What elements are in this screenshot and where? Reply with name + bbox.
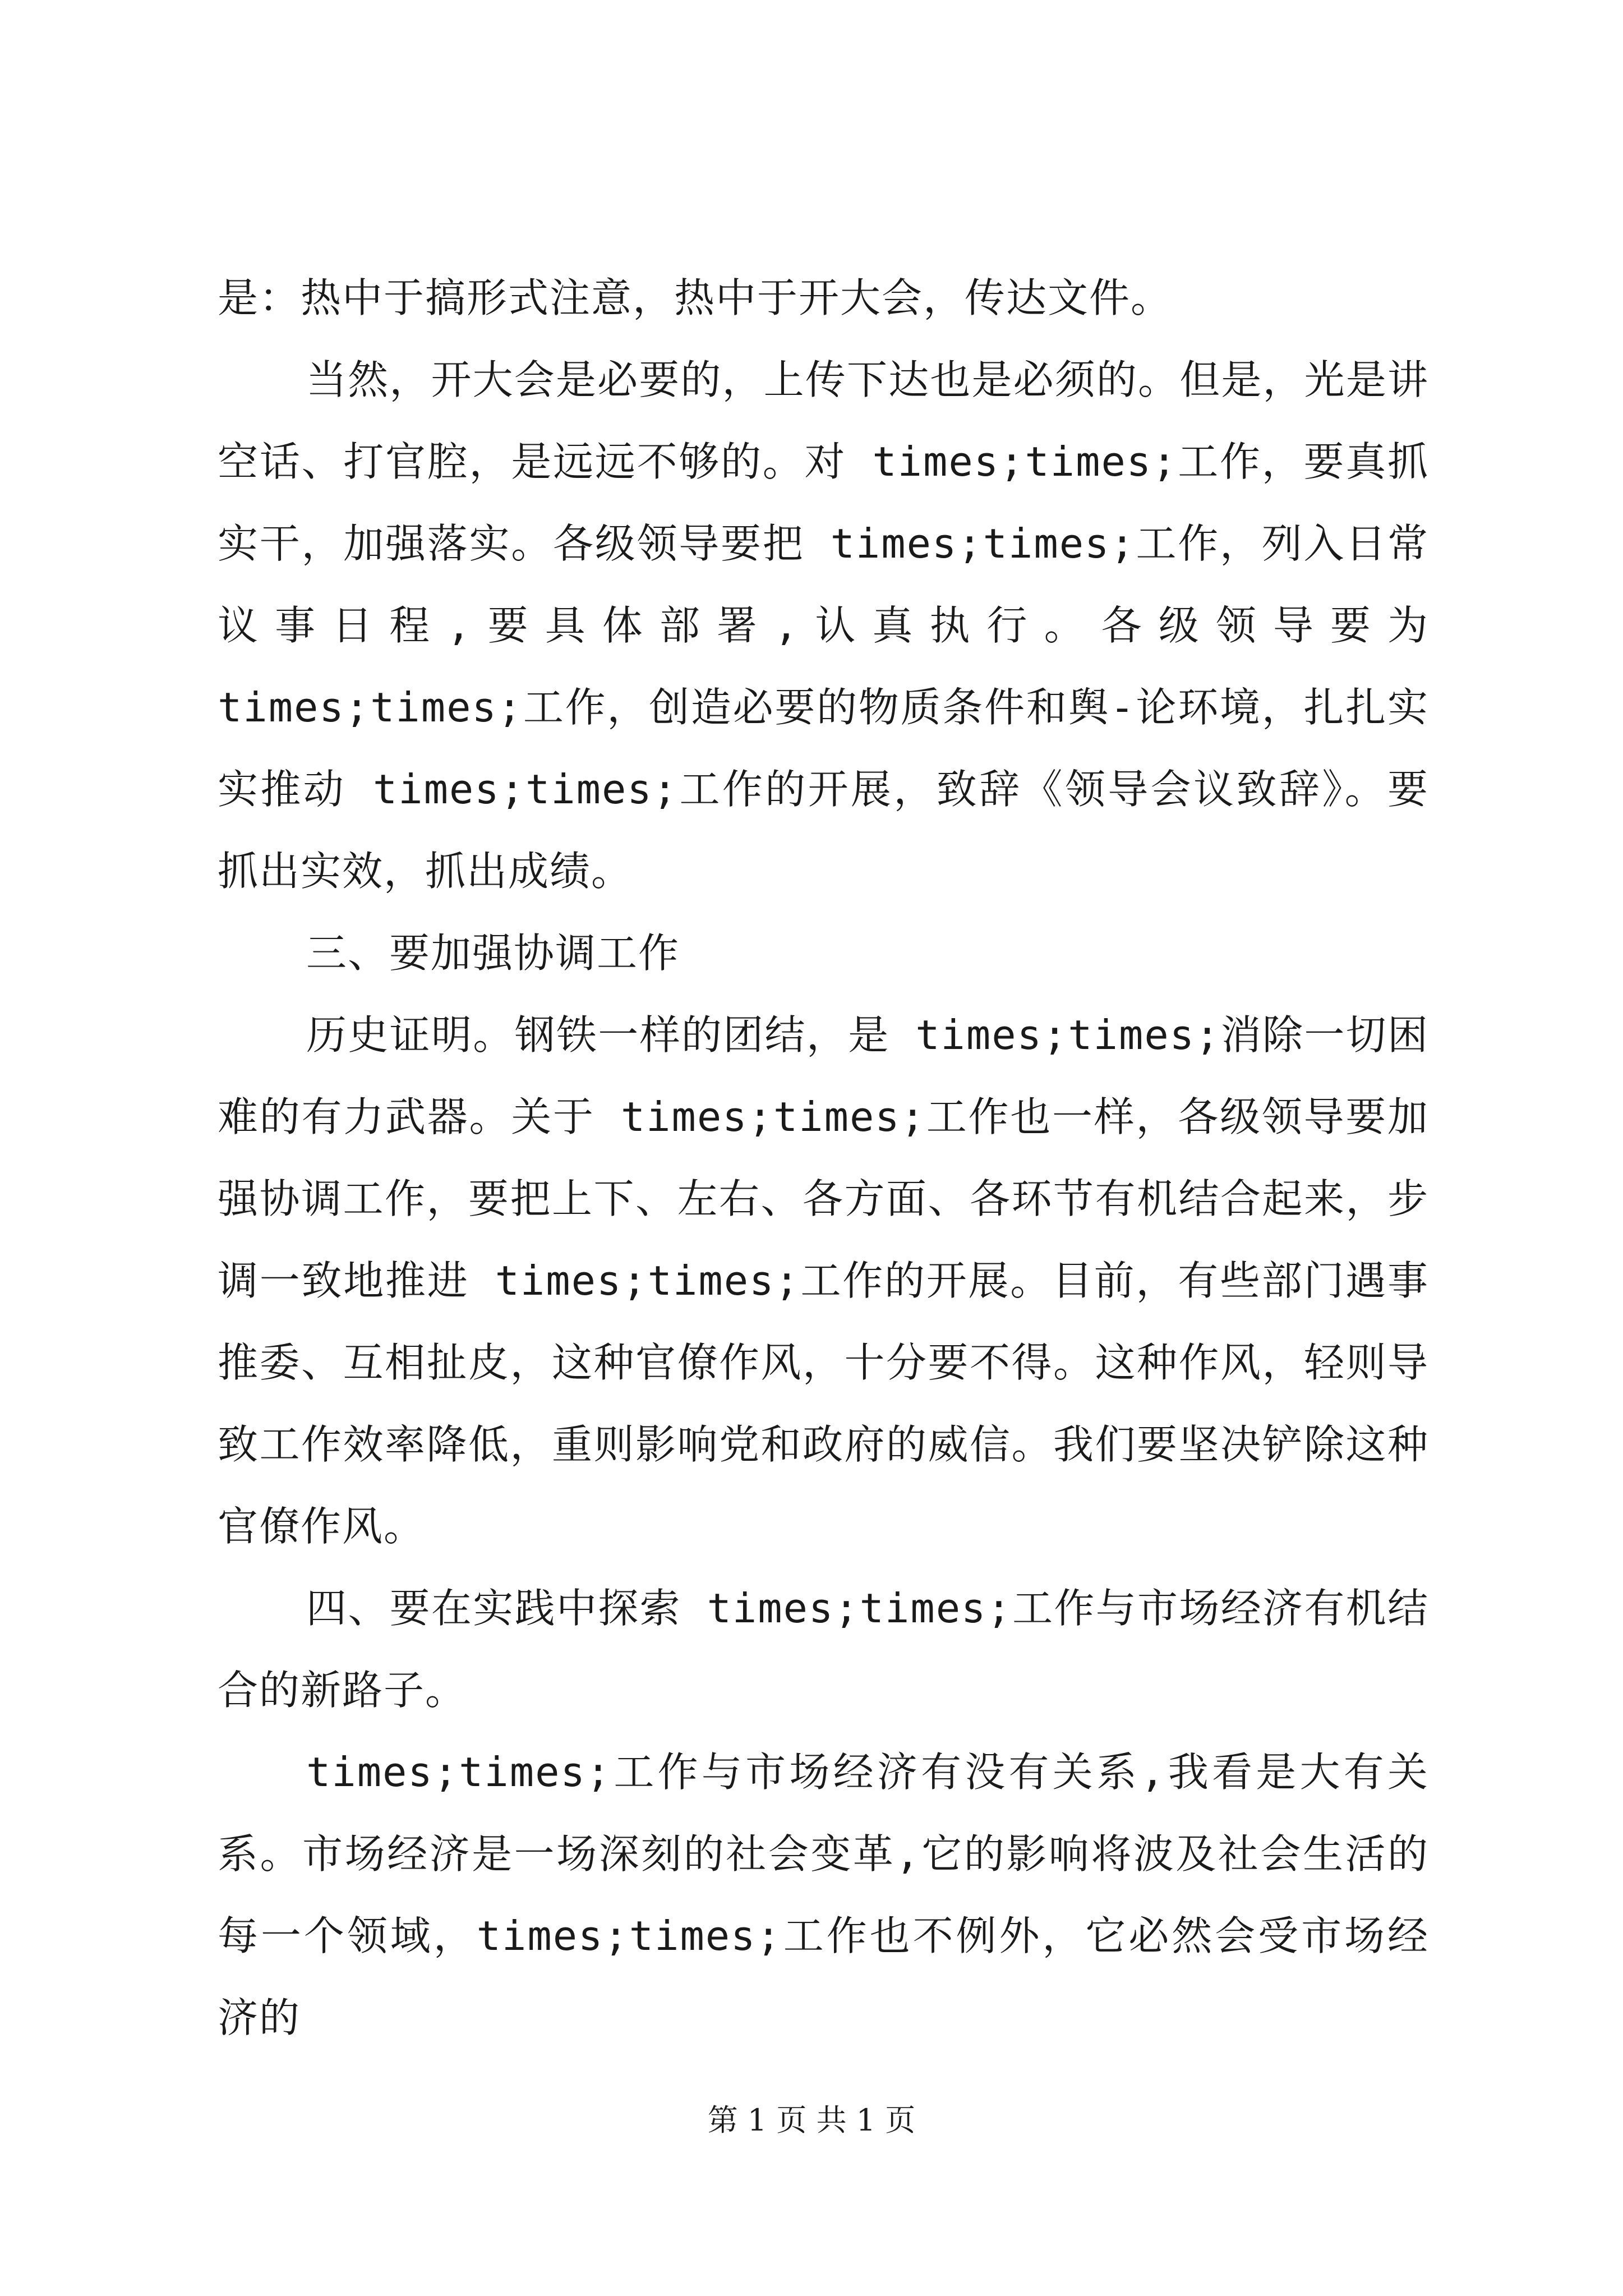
document-body <box>218 257 1429 2059</box>
paragraph-2: 当然，开大会是必要的，上传下达也是必须的。但是，光是讲空话、打官腔，是远远不够的。对 times;times;工作，要真抓实干，加强落实。各级领导要把 times;times;工作，列入日常议事日程,要具体部署,认真执行。各级领导要为 times;times;工作，创造必要的物质条件和舆-论环境，扎扎实实推动 times;times;工作的开展，致辞《领导会议致辞》。要抓出实效，抓出成绩。 <box>218 356 1429 895</box>
section-heading-4: 四、要在实践中探索 times;times;工作与市场经济有机结合的新路子。 <box>218 1585 1429 1714</box>
paragraph-6: times;times;工作与市场经济有没有关系,我看是大有关系。市场经济是一场深刻的社会变革,它的影响将波及社会生活的每一个领域，times;times;工作也不例外，它必然会受市场经济的 <box>218 1749 1429 2041</box>
page-footer: 第 1 页 共 1 页 <box>707 2102 916 2138</box>
paragraph-1: 是：热中于搞形式注意，热中于开大会，传达文件。 <box>218 274 1173 321</box>
paragraph-4: 历史证明。钢铁一样的团结，是 times;times;消除一切困难的有力武器。关于 times;times;工作也一样，各级领导要加强协调工作，要把上下、左右、各方面、各环节有机结合起来，步调一致地推进 times;times;工作的开展。目前，有些部门遇事推委、互相扯皮，这种官僚作风，十分要不得。这种作风，轻则导致工作效率降低，重则影响党和政府的威信。我们要坚决铲除这种官僚作风。 <box>218 1011 1429 1550</box>
section-heading-3: 三、要加强协调工作 <box>306 930 680 977</box>
